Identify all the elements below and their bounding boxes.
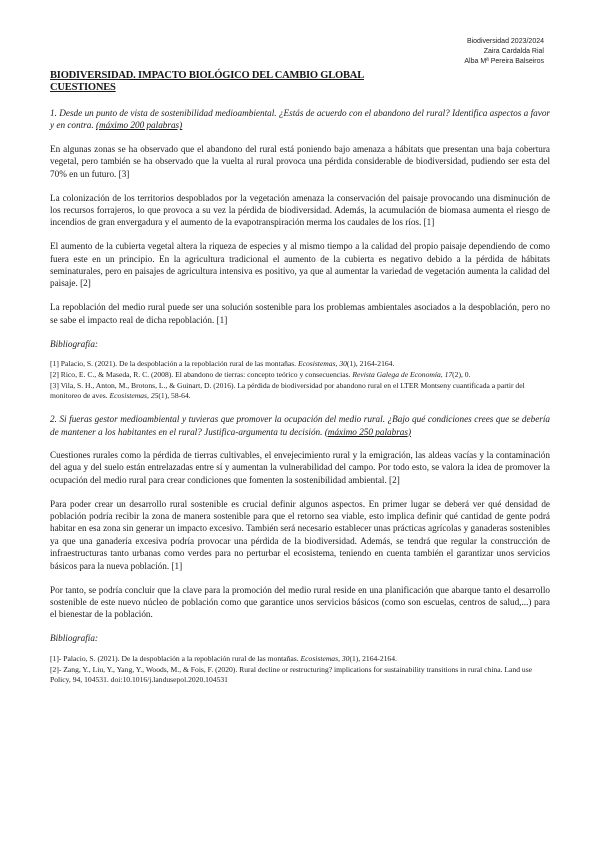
word-limit: (máximo 200 palabras) [95, 120, 183, 131]
subtitle-line: CUESTIONES [50, 82, 116, 93]
document-header [464, 37, 544, 67]
course-label: Biodiversidad 2023/2024 [466, 38, 544, 45]
question-1 [50, 107, 550, 132]
reference-item: [1] Palacio, S. (2021). De la despoblación a la repoblación rural de las montañas. Ecosistemas, 30(1), 2164-2164. [50, 359, 395, 369]
answer-paragraph: El aumento de la cubierta vegetal altera la riqueza de especies y al mismo tiempo a la calidad del propio paisaje dependiendo de como fuera este en un principio. En la agricultura tradicional el aumento de la cubierta es negativo debido a la pérdida de hábitats seminaturales, pero en paisajes de agricultura intensiva es positivo, ya que al aumentar la variedad de vegetación aumenta la calidad del paisaje. [2] [50, 241, 550, 289]
answer-paragraph: Para poder crear un desarrollo rural sostenible es crucial definir algunos aspectos. En primer lugar se deberá ver qué densidad de población podría recibir la zona de manera sostenible para que el retorno sea viable, esto implica definir qué cantidad de gente podrá habitar en esa zona sin generar un impacto excesivo. También será necesario establecer unas prácticas agrícolas y ganaderas sostenibles ya que una ganadería excesiva podría provocar una pérdida de la biodiversidad. Además, se tendrá que regular la construcción de infraestructuras tanto urbanas como verdes para no perturbar el ecosistema, teniendo en cuenta también el garantizar unos servicios básicos para la nueva población. [1] [50, 498, 550, 571]
answer-paragraph: Por tanto, se podría concluir que la clave para la promoción del medio rural reside en una planificación que abarque tanto el desarrollo sostenible de este nuevo núcleo de población como que garantice unos servicios básicos (como son escuelas, centros de salud,...) para el bienestar de la población. [50, 584, 550, 620]
bibliography-heading: Bibliografía: [50, 338, 98, 349]
question-text: 2. Si fueras gestor medioambiental y tuvieras que promover la ocupación del medio rural. ¿Bajo qué condiciones crees que se debería de mantener a los habitantes en el rural? Justifica-argumenta tu decisión. [50, 414, 550, 437]
bibliography-heading: Bibliografía: [50, 633, 98, 644]
reference-list [50, 654, 550, 685]
document-body [50, 107, 550, 697]
reference-list [50, 359, 550, 401]
author-name: Alba Mª Pereira Balseiros [464, 58, 544, 65]
reference-item: [2]- Zang, Y., Liu, Y., Yang, Y., Woods, M., & Fois, F. (2020). Rural decline or restructuring? implications for sustainability transitions in rural china. Land use Policy, 94, 104531. doi:10.1016/j.landusepol.2020.104531 [50, 664, 533, 684]
answer-paragraph: La colonización de los territorios despoblados por la vegetación amenaza la conservación del paisaje provocando una disminución de los recursos forrajeros, lo que provoca a su vez la pérdida de biodiversidad. Además, la acumulación de biomasa aumenta el riesgo de incendios de gran envergadura y el aumento de la evapotranspiración merma los caudales de los ríos. [1] [50, 192, 550, 228]
answer-paragraph: La repoblación del medio rural puede ser una solución sostenible para los problemas ambientales asociados a la despoblación, pero no se sabe el impacto real de dicha repoblación. [1] [50, 302, 550, 325]
answer-paragraph: En algunas zonas se ha observado que el abandono del rural está poniendo bajo amenaza a hábitats que presentan una baja cobertura vegetal, pero también se ha observado que la vuelta al rural provoca una pérdida considerable de biodiversidad, pudiendo ser esta del 70% en un futuro. [3] [50, 143, 550, 179]
answer-paragraph: Cuestiones rurales como la pérdida de tierras cultivables, el envejecimiento rural y la emigración, las aldeas vacías y la contaminación del agua y del suelo están entrelazadas entre sí y aumentan la vulnerabilidad del campo. Por todo esto, se valora la idea de promover la ocupación del medio rural para crear condiciones que fomenten la sostenibilidad ambiental. [2] [50, 449, 550, 485]
question-text: 1. Desde un punto de vista de sostenibilidad medioambiental. ¿Estás de acuerdo con el abandono del rural? Identifica aspectos a favor y en contra. [50, 108, 550, 131]
reference-item: [3] Vila, S. H., Anton, M., Brotons, L., & Guinart, D. (2016). La pérdida de biodiversidad por abandono rural en el LTER Montseny cuantificada a partir del monitoreo de aves. Ecosistemas, 25(1), 58-64. [50, 381, 525, 401]
page-title [50, 70, 550, 94]
question-2 [50, 413, 550, 438]
author-name: Zaira Cardalda Rial [483, 48, 544, 55]
word-limit: (máximo 250 palabras) [324, 426, 412, 437]
reference-item: [1]- Palacio, S. (2021). De la despoblación a la repoblación rural de las montañas. Ecosistemas, 30(1), 2164-2164. [50, 653, 397, 663]
reference-item: [2] Rico, E. C., & Maseda, R. C. (2008). El abandono de tierras: concepto teórico y consecuencias. Revista Galega de Economía, 17(2), 0. [50, 370, 471, 380]
title-line: BIODIVERSIDAD. IMPACTO BIOLÓGICO DEL CAMBIO GLOBAL [50, 70, 364, 81]
